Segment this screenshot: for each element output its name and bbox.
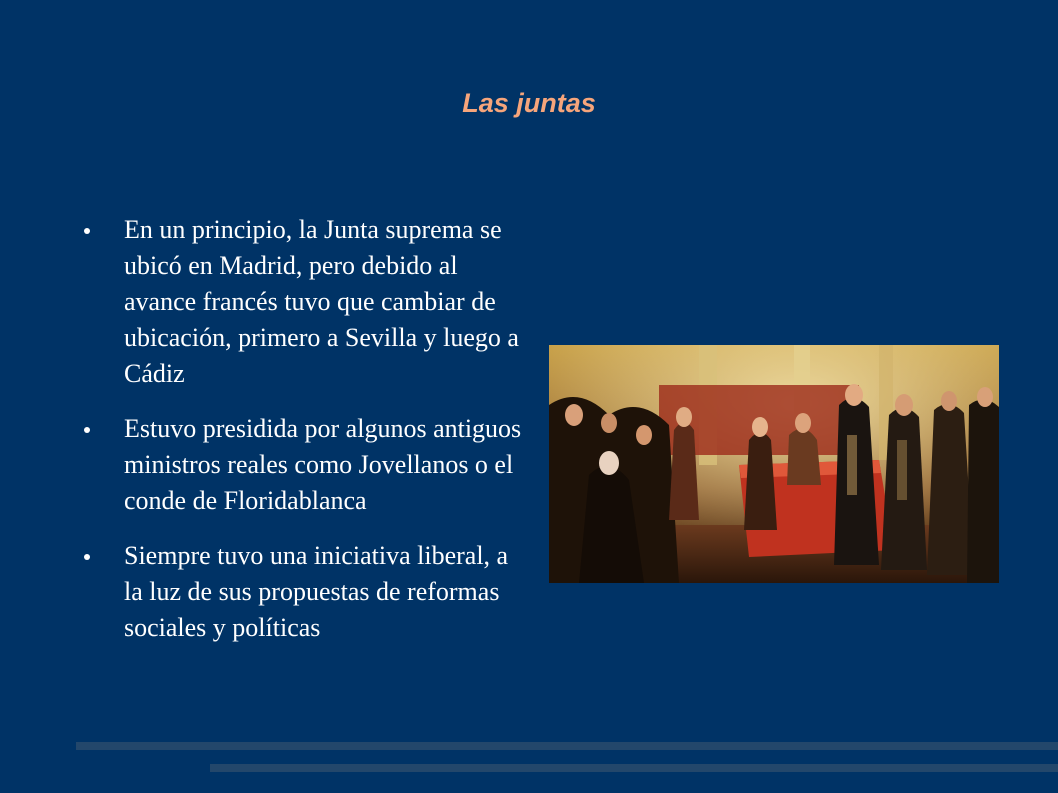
- bullet-item: [84, 538, 524, 646]
- bullet-item: [84, 411, 524, 519]
- decorative-band-top: [76, 742, 1058, 750]
- bullet-dot-icon: [84, 228, 90, 234]
- historical-painting-image: [549, 345, 999, 583]
- bullet-list: [84, 212, 524, 665]
- bullet-text: Siempre tuvo una iniciativa liberal, a la luz de sus propuestas de reformas sociales y políticas: [124, 541, 509, 642]
- bullet-dot-icon: [84, 427, 90, 433]
- bullet-text: Estuvo presidida por algunos antiguos ministros reales como Jovellanos o el conde de Floridablanca: [124, 414, 522, 515]
- bullet-item: [84, 212, 524, 392]
- bullet-dot-icon: [84, 554, 90, 560]
- slide-title: Las juntas: [462, 88, 596, 118]
- decorative-band-bottom: [210, 764, 1058, 772]
- bullet-text: En un principio, la Junta suprema se ubicó en Madrid, pero debido al avance francés tuvo que cambiar de ubicación, primero a Sevilla y luego a Cádiz: [124, 215, 519, 388]
